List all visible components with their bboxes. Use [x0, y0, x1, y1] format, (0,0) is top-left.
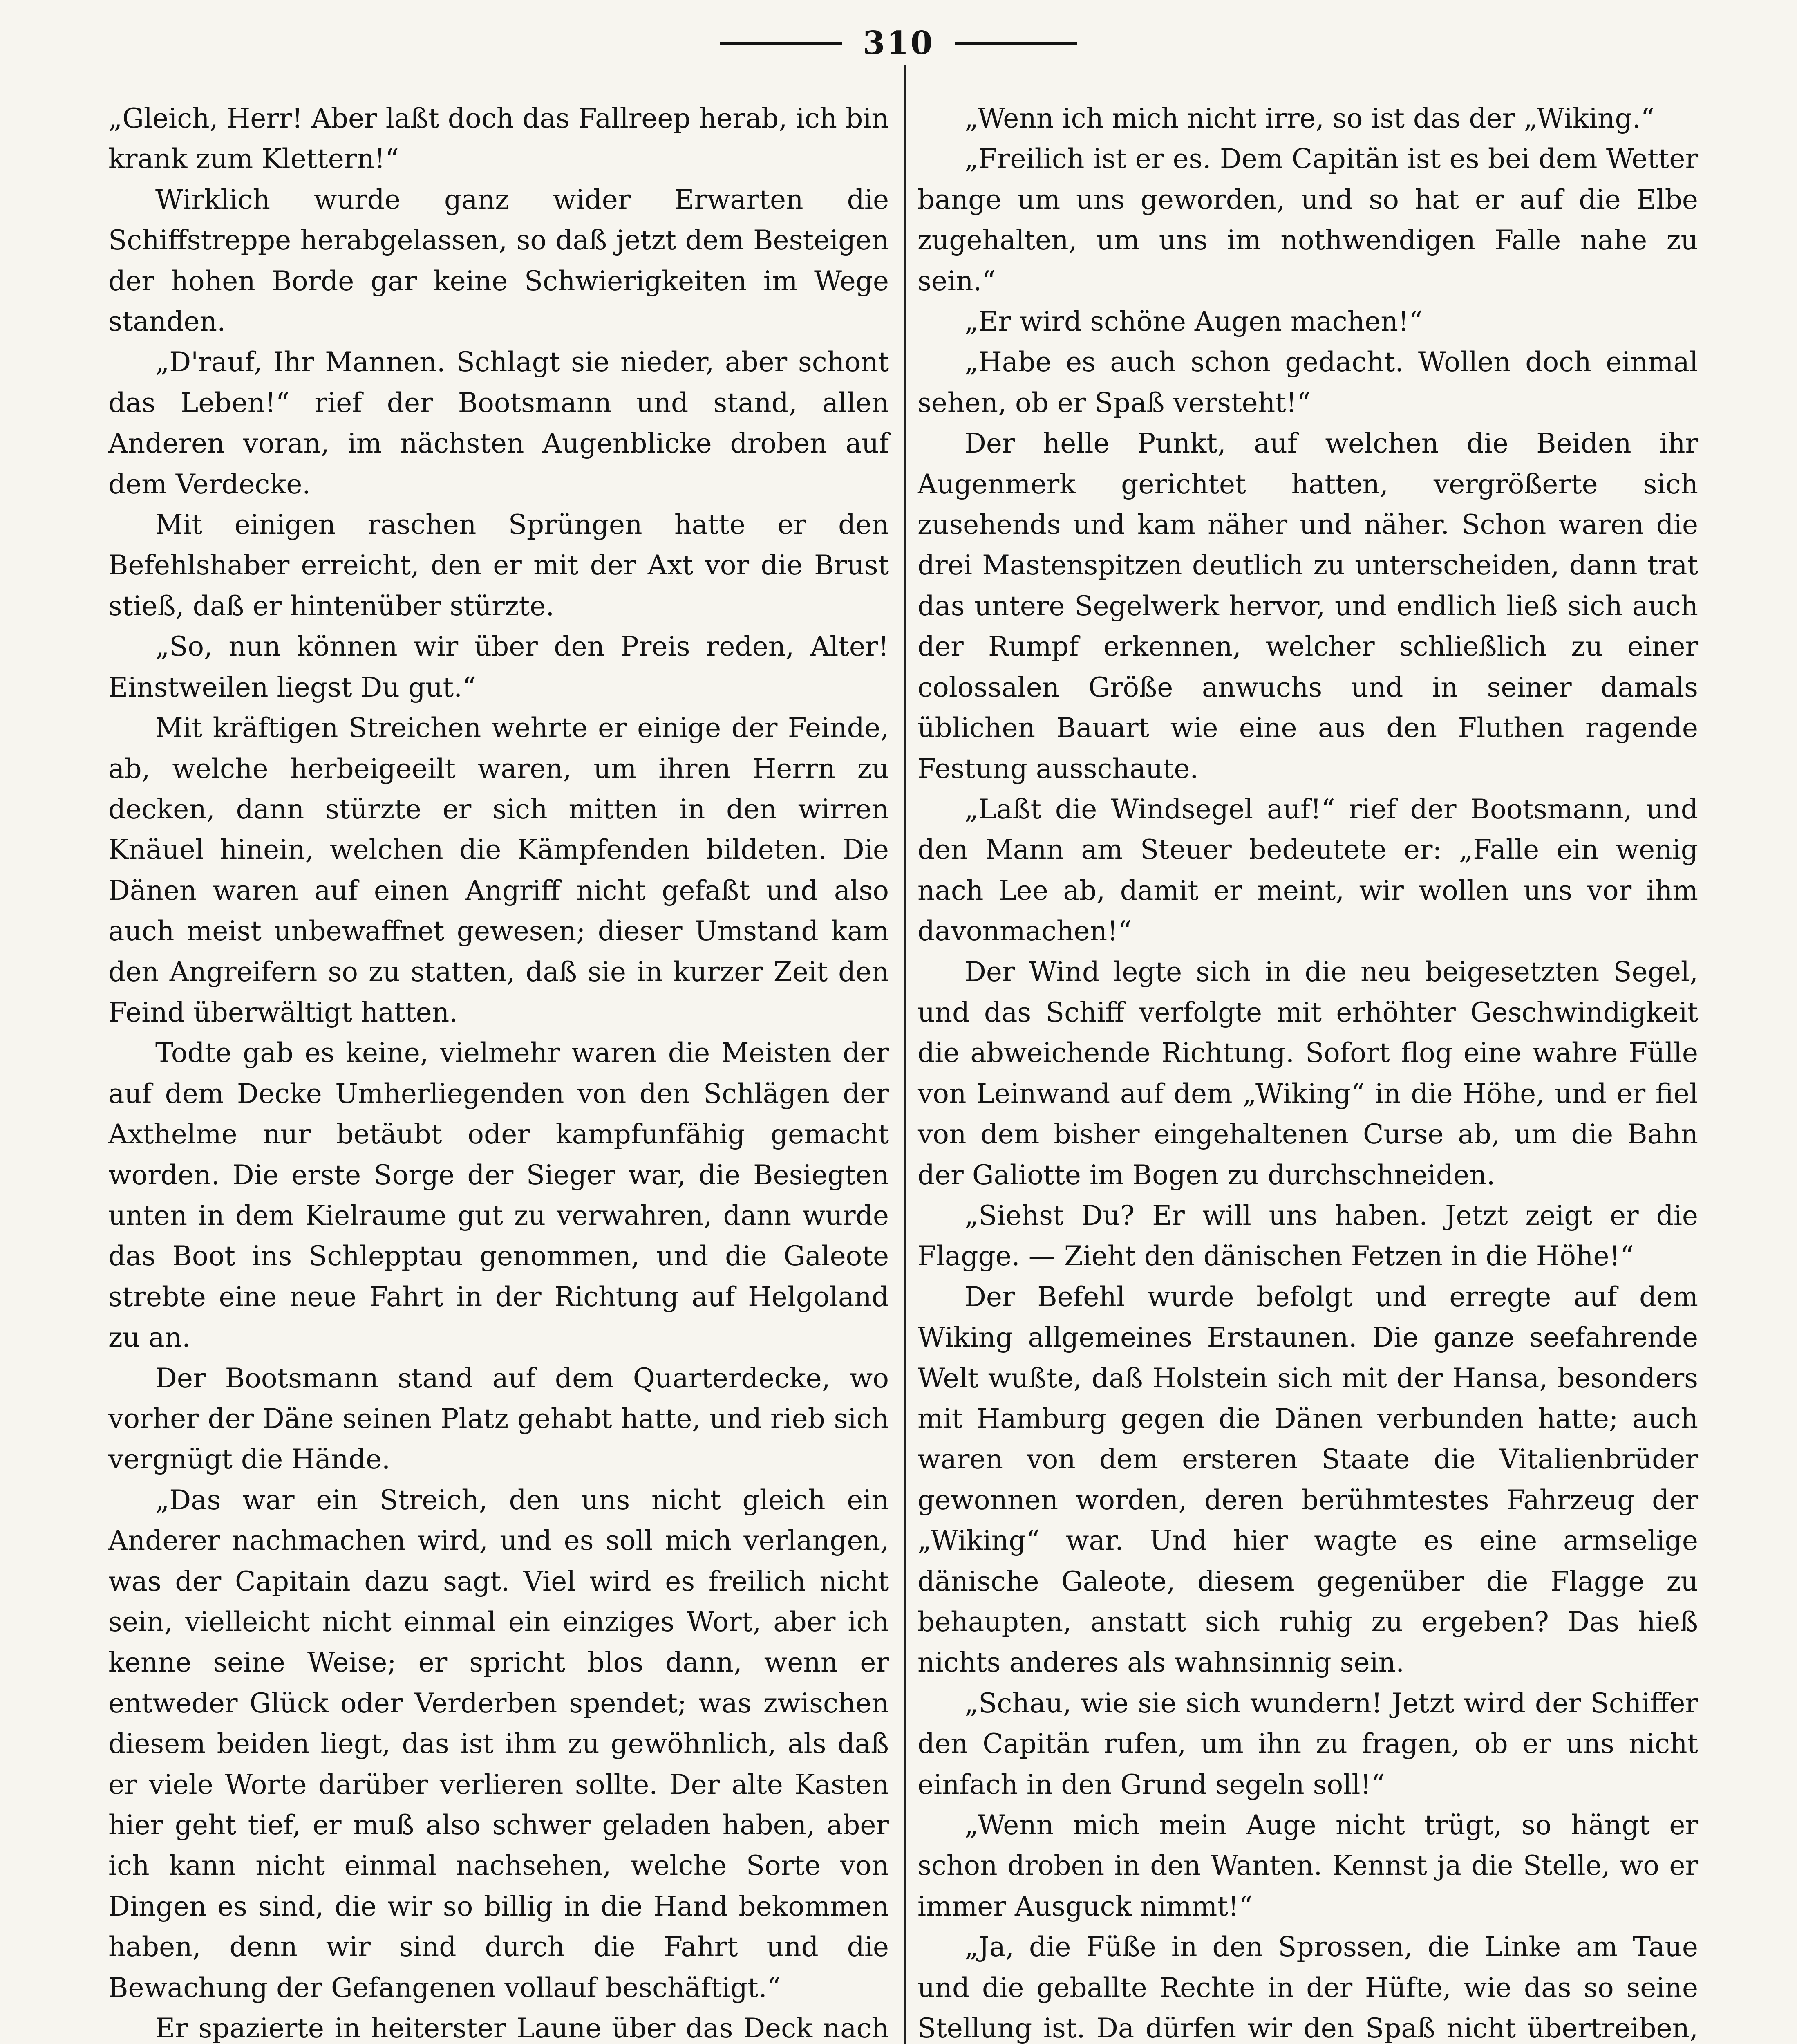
paragraph: „D'rauf, Ihr Mannen. Schlagt sie nieder, aber schont das Leben!“ rief der Bootsmann und stand, allen Anderen voran, im nächsten Augenblicke droben auf dem Verdecke.	[108, 346, 889, 500]
paragraph: „So, nun können wir über den Preis reden, Alter! Einstweilen liegst Du gut.“	[108, 631, 889, 703]
paragraph: Wirklich wurde ganz wider Erwarten die Schiffstreppe herabgelassen, so daß jetzt dem Besteigen der hohen Borde gar keine Schwierigkeiten im Wege standen.	[108, 184, 889, 338]
paragraph: „Wenn ich mich nicht irre, so ist das der „Wiking.“	[965, 103, 1655, 134]
paragraph: „Das war ein Streich, den uns nicht gleich ein Anderer nachmachen wird, und es soll mich verlangen, was der Capitain dazu sagt. Viel wird es freilich nicht sein, vielleicht nicht einmal ein einziges Wort, aber ich kenne seine Weise; er spricht blos dann, wenn er entweder Glück oder Verderben spendet; was zwischen diesem beiden liegt, das ist ihm zu gewöhnlich, als daß er viele Worte darüber verlieren sollte. Der alte Kasten hier geht tief, er muß also schwer geladen haben, aber ich kann nicht einmal nachsehen, welche Sorte von Dingen es sind, die wir so billig in die Hand bekommen haben, denn wir sind durch die Fahrt und die Bewachung der Gefangenen vollauf beschäftigt.“	[108, 1484, 889, 2004]
right-column	[918, 98, 1698, 2044]
paragraph: „Freilich ist er es. Dem Capitän ist es bei dem Wetter bange um uns geworden, und so hat er auf die Elbe zugehalten, um uns im nothwendigen Falle nahe zu sein.“	[918, 143, 1698, 297]
paragraph: „Er wird schöne Augen machen!“	[965, 306, 1423, 338]
paragraph: Der Bootsmann stand auf dem Quarterdecke, wo vorher der Däne seinen Platz gehabt hatte, und rieb sich vergnügt die Hände.	[108, 1362, 889, 1475]
page-header	[0, 25, 1797, 62]
paragraph: Er spazierte in heiterster Laune über das Deck nach	[155, 2013, 889, 2044]
paragraph: „Gleich, Herr! Aber laßt doch das Fallreep herab, ich bin krank zum Klettern!“	[108, 103, 889, 175]
paragraph: Todte gab es keine, vielmehr waren die Meisten der auf dem Decke Umherliegenden von den Schlägen der Axthelme nur betäubt oder kampfunfähig gemacht worden. Die erste Sorge der Sieger war, die Besiegten unten in dem Kielraume gut zu verwahren, dann wurde das Boot ins Schlepptau genommen, und die Galeote strebte eine neue Fahrt in der Richtung auf Helgoland zu an.	[108, 1037, 889, 1354]
paragraph: Der Befehl wurde befolgt und erregte auf dem Wiking allgemeines Erstaunen. Die ganze seefahrende Welt wußte, daß Holstein sich mit der Hansa, besonders mit Hamburg gegen die Dänen verbunden hatte; auch waren von dem ersteren Staate die Vitalienbrüder gewonnen worden, deren berühmtestes Fahrzeug der „Wiking“ war. Und hier wagte es eine armselige dänische Galeote, diesem gegenüber die Flagge zu behaupten, anstatt sich ruhig zu ergeben? Das hieß nichts anderes als wahnsinnig sein.	[918, 1281, 1698, 1679]
left-column	[108, 98, 889, 2044]
paragraph: „Schau, wie sie sich wundern! Jetzt wird der Schiffer den Capitän rufen, um ihn zu fragen, ob er uns nicht einfach in den Grund segeln soll!“	[918, 1687, 1698, 1800]
paragraph: Mit kräftigen Streichen wehrte er einige der Feinde, ab, welche herbeigeeilt waren, um ihren Herrn zu decken, dann stürzte er sich mitten in den wirren Knäuel hinein, welchen die Kämpfenden bildeten. Die Dänen waren auf einen Angriff nicht gefaßt und also auch meist unbewaffnet gewesen; dieser Umstand kam den Angreifern so zu statten, daß sie in kurzer Zeit den Feind überwältigt hatten.	[108, 712, 889, 1028]
header-rule-right	[955, 42, 1077, 45]
column-divider	[904, 65, 906, 2044]
paragraph: Der helle Punkt, auf welchen die Beiden ihr Augenmerk gerichtet hatten, vergrößerte sich zusehends und kam näher und näher. Schon waren die drei Mastenspitzen deutlich zu unterscheiden, dann trat das untere Segelwerk hervor, und endlich ließ sich auch der Rumpf erkennen, welcher schließlich zu einer colossalen Größe anwuchs und in seiner damals üblichen Bauart wie eine aus den Fluthen ragende Festung ausschaute.	[918, 428, 1698, 784]
paragraph: „Wenn mich mein Auge nicht trügt, so hängt er schon droben in den Wanten. Kennst ja die Stelle, wo er immer Ausguck nimmt!“	[918, 1809, 1698, 1922]
page-number: 310	[863, 25, 934, 62]
paragraph: Der Wind legte sich in die neu beigesetzten Segel, und das Schiff verfolgte mit erhöhter Geschwindigkeit die abweichende Richtung. Sofort flog eine wahre Fülle von Leinwand auf dem „Wiking“ in die Höhe, und er fiel von dem bisher eingehaltenen Curse ab, um die Bahn der Galiotte im Bogen zu durchschneiden.	[918, 956, 1698, 1191]
header-rule-left	[720, 42, 842, 45]
paragraph: „Siehst Du? Er will uns haben. Jetzt zeigt er die Flagge. — Zieht den dänischen Fetzen in die Höhe!“	[918, 1199, 1698, 1272]
paragraph: „Ja, die Füße in den Sprossen, die Linke am Taue und die geballte Rechte in der Hüfte, wie das so seine Stellung ist. Da dürfen wir den Spaß nicht übertreiben,	[918, 1931, 1698, 2044]
paragraph: „Habe es auch schon gedacht. Wollen doch einmal sehen, ob er Spaß versteht!“	[918, 346, 1698, 419]
paragraph: „Laßt die Windsegel auf!“ rief der Bootsmann, und den Mann am Steuer bedeutete er: „Falle ein wenig nach Lee ab, damit er meint, wir wollen uns vor ihm davonmachen!“	[918, 793, 1698, 947]
paragraph: Mit einigen raschen Sprüngen hatte er den Befehlshaber erreicht, den er mit der Axt vor die Brust stieß, daß er hintenüber stürzte.	[108, 509, 889, 622]
